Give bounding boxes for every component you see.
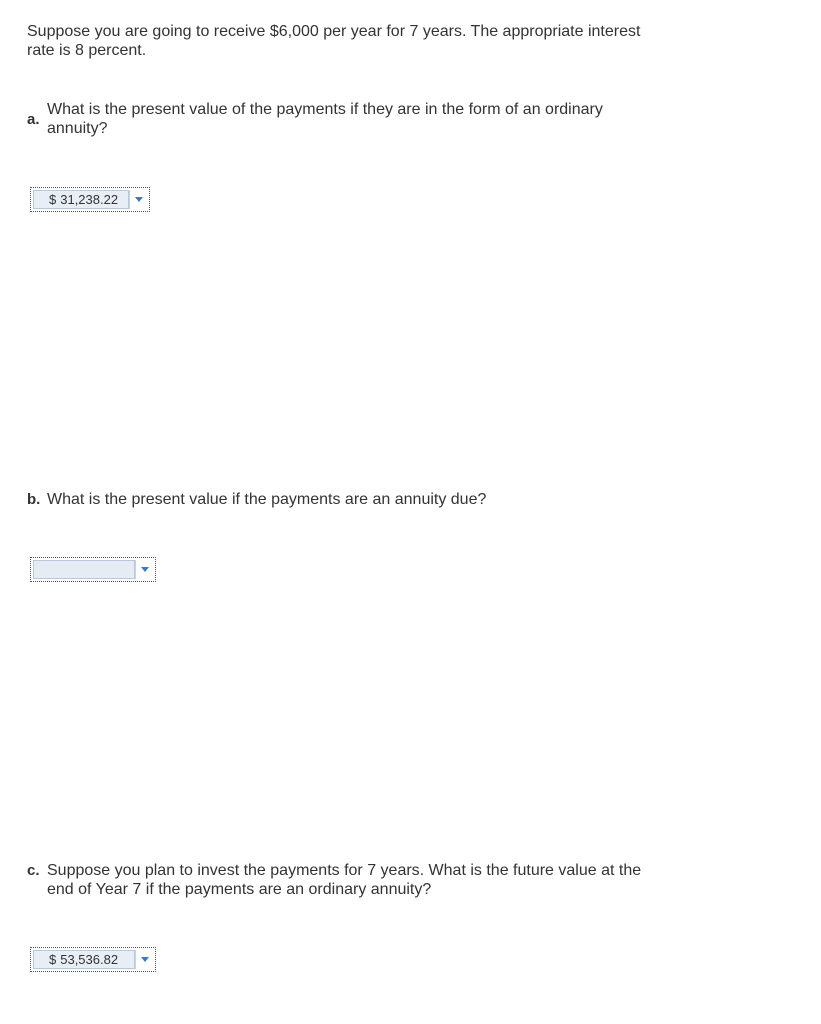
- answer-a-field[interactable]: [33, 190, 129, 209]
- answer-c-dropdown-button[interactable]: [135, 950, 153, 969]
- problem-statement-line-1: Suppose you are going to receive $6,000 per year for 7 years. The appropriate interest: [27, 23, 641, 40]
- chevron-down-icon: [141, 957, 149, 962]
- question-c-line-2: end of Year 7 if the payments are an ordinary annuity?: [47, 881, 432, 898]
- answer-c-value: 53,536.82: [60, 952, 119, 967]
- question-c-letter: c.: [27, 862, 40, 879]
- chevron-down-icon: [135, 197, 143, 202]
- answer-c-dropdown[interactable]: [30, 947, 156, 972]
- question-c-text: [47, 861, 697, 899]
- answer-a-currency: $: [49, 192, 57, 207]
- answer-c-field[interactable]: [33, 950, 135, 969]
- answer-a-dropdown[interactable]: [30, 187, 150, 212]
- question-a-letter: a.: [27, 111, 40, 128]
- question-a-line-1: What is the present value of the payments if they are in the form of an ordinary: [47, 101, 603, 118]
- question-a-line-2: annuity?: [47, 120, 108, 137]
- problem-statement: [27, 22, 707, 60]
- question-c-line-1: Suppose you plan to invest the payments for 7 years. What is the future value at the: [47, 862, 642, 879]
- answer-b-dropdown-button[interactable]: [135, 560, 153, 579]
- question-a-text: [47, 100, 697, 138]
- question-b-text: [47, 490, 697, 509]
- answer-a-value: 31,238.22: [60, 192, 119, 207]
- answer-b-dropdown[interactable]: [30, 557, 156, 582]
- answer-c-currency: $: [49, 952, 57, 967]
- answer-b-field[interactable]: [33, 560, 135, 579]
- question-b-line-1: What is the present value if the payments are an annuity due?: [47, 491, 487, 508]
- problem-statement-line-2: rate is 8 percent.: [27, 42, 147, 59]
- answer-a-dropdown-button[interactable]: [129, 190, 147, 209]
- chevron-down-icon: [141, 567, 149, 572]
- question-b-letter: b.: [27, 491, 41, 508]
